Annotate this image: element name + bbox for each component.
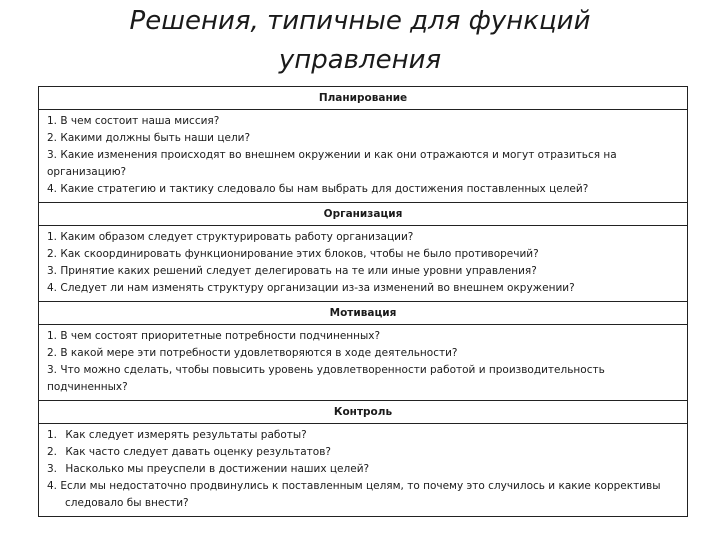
list-item: 1. Каким образом следует структурировать работу организации? [47, 231, 414, 243]
list-item: 2. Как скоординировать функционирование этих блоков, чтобы не было противоречий? [47, 248, 539, 260]
list-item: 3. Какие изменения происходят во внешнем окружении и как они отражаются и могут отразиться на организацию? [47, 149, 617, 178]
section-body-motivation [39, 325, 687, 401]
list-item: 1. В чем состоит наша миссия? [47, 115, 220, 127]
decisions-table [38, 86, 688, 517]
page-title [0, 2, 720, 80]
list-item: 2. В какой мере эти потребности удовлетворяются в ходе деятельности? [47, 347, 458, 359]
section-body-organization [39, 226, 687, 302]
title-line-2: управления [278, 45, 442, 75]
section-header-control: Контроль [39, 401, 687, 424]
list-item: 2. Как часто следует давать оценку результатов? [47, 446, 331, 458]
section-body-planning [39, 110, 687, 203]
list-item: 1. Как следует измерять результаты работы? [47, 429, 307, 441]
list-item: 4. Если мы недостаточно продвинулись к поставленным целям, то почему это случилось и какие коррективы следовало бы внести? [47, 480, 661, 509]
list-item: 4. Какие стратегию и тактику следовало бы нам выбрать для достижения поставленных целей? [47, 183, 589, 195]
list-item: 3. Что можно сделать, чтобы повысить уровень удовлетворенности работой и производительность подчиненных? [47, 364, 605, 393]
section-header-planning: Планирование [39, 87, 687, 110]
section-header-organization: Организация [39, 203, 687, 226]
section-header-motivation: Мотивация [39, 302, 687, 325]
title-line-1: Решения, типичные для функций [129, 6, 591, 36]
list-item: 1. В чем состоят приоритетные потребности подчиненных? [47, 330, 381, 342]
list-item: 2. Какими должны быть наши цели? [47, 132, 251, 144]
section-body-control [39, 424, 687, 517]
list-item: 3. Насколько мы преуспели в достижении наших целей? [47, 463, 370, 475]
list-item: 3. Принятие каких решений следует делегировать на те или иные уровни управления? [47, 265, 537, 277]
list-item: 4. Следует ли нам изменять структуру организации из-за изменений во внешнем окружении? [47, 282, 575, 294]
